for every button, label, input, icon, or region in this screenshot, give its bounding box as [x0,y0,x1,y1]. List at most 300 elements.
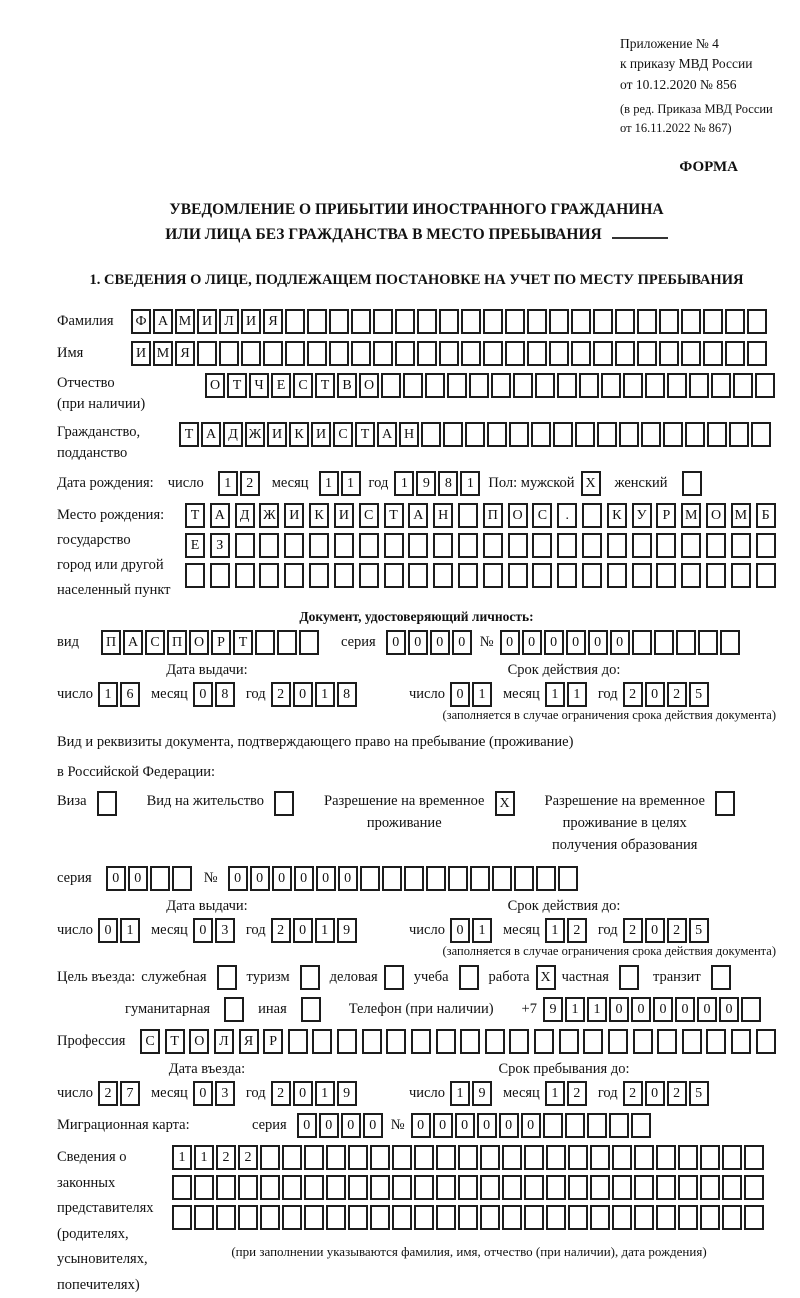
char-cell[interactable] [667,373,687,398]
char-cell[interactable] [587,1113,607,1138]
char-cell[interactable] [741,997,761,1022]
char-cell[interactable]: 5 [689,918,709,943]
temp-residence-checkbox[interactable]: X [495,791,515,816]
char-cell[interactable] [505,341,525,366]
char-cell[interactable]: 0 [408,630,428,655]
char-cell[interactable] [706,563,726,588]
char-cell[interactable]: Ж [245,422,265,447]
char-cell[interactable]: 9 [543,997,563,1022]
char-cell[interactable] [373,341,393,366]
char-cell[interactable]: 1 [472,682,492,707]
char-cell[interactable] [633,1029,653,1054]
char-cell[interactable]: 1 [120,918,140,943]
char-cell[interactable]: 0 [610,630,630,655]
char-cell[interactable] [756,1029,776,1054]
char-cell[interactable] [546,1145,566,1170]
char-cell[interactable]: 3 [215,1081,235,1106]
char-cell[interactable] [744,1175,764,1200]
char-cell[interactable] [373,309,393,334]
char-cell[interactable] [582,533,602,558]
char-cell[interactable]: 0 [450,682,470,707]
char-cell[interactable]: Я [239,1029,259,1054]
char-cell[interactable]: И [311,422,331,447]
char-cell[interactable] [634,1205,654,1230]
char-cell[interactable]: П [483,503,503,528]
char-cell[interactable] [733,373,753,398]
char-cell[interactable]: 0 [645,682,665,707]
char-cell[interactable] [284,563,304,588]
char-cell[interactable] [458,1145,478,1170]
char-cell[interactable] [607,533,627,558]
char-cell[interactable] [408,563,428,588]
char-cell[interactable]: 7 [120,1081,140,1106]
char-cell[interactable] [197,341,217,366]
char-cell[interactable] [404,866,424,891]
char-cell[interactable] [263,341,283,366]
char-cell[interactable]: 0 [566,630,586,655]
char-cell[interactable] [395,341,415,366]
char-cell[interactable] [458,1175,478,1200]
char-cell[interactable]: 0 [297,1113,317,1138]
char-cell[interactable] [509,422,529,447]
char-cell[interactable]: М [681,503,701,528]
char-cell[interactable] [557,373,577,398]
char-cell[interactable] [172,866,192,891]
char-cell[interactable] [392,1145,412,1170]
char-cell[interactable] [637,309,657,334]
visa-checkbox[interactable] [97,791,117,816]
char-cell[interactable] [685,422,705,447]
char-cell[interactable] [703,341,723,366]
purpose-humanitarian-checkbox[interactable] [224,997,244,1022]
char-cell[interactable]: К [607,503,627,528]
char-cell[interactable] [524,1175,544,1200]
char-cell[interactable] [447,373,467,398]
char-cell[interactable]: 0 [98,918,118,943]
char-cell[interactable] [436,1205,456,1230]
char-cell[interactable] [579,373,599,398]
char-cell[interactable] [729,422,749,447]
char-cell[interactable] [307,341,327,366]
char-cell[interactable] [654,630,674,655]
char-cell[interactable]: 1 [545,918,565,943]
char-cell[interactable] [241,341,261,366]
char-cell[interactable] [235,563,255,588]
char-cell[interactable] [571,309,591,334]
char-cell[interactable] [403,373,423,398]
char-cell[interactable]: И [284,503,304,528]
char-cell[interactable]: 0 [588,630,608,655]
char-cell[interactable]: 9 [337,1081,357,1106]
char-cell[interactable]: 0 [452,630,472,655]
char-cell[interactable] [531,422,551,447]
char-cell[interactable]: 1 [450,1081,470,1106]
char-cell[interactable] [659,309,679,334]
char-cell[interactable] [565,1113,585,1138]
char-cell[interactable] [465,422,485,447]
char-cell[interactable]: 0 [645,1081,665,1106]
char-cell[interactable] [216,1205,236,1230]
female-checkbox[interactable] [682,471,702,496]
char-cell[interactable] [590,1175,610,1200]
char-cell[interactable] [513,373,533,398]
char-cell[interactable]: 0 [697,997,717,1022]
char-cell[interactable] [284,533,304,558]
char-cell[interactable]: 0 [193,918,213,943]
char-cell[interactable]: Д [235,503,255,528]
char-cell[interactable] [549,309,569,334]
char-cell[interactable]: Т [227,373,247,398]
char-cell[interactable] [483,563,503,588]
char-cell[interactable] [309,533,329,558]
char-cell[interactable] [304,1205,324,1230]
char-cell[interactable] [334,563,354,588]
char-cell[interactable] [348,1145,368,1170]
char-cell[interactable]: Т [179,422,199,447]
char-cell[interactable] [329,309,349,334]
char-cell[interactable] [615,341,635,366]
char-cell[interactable] [436,1175,456,1200]
char-cell[interactable]: 8 [215,682,235,707]
char-cell[interactable]: О [205,373,225,398]
char-cell[interactable]: К [289,422,309,447]
char-cell[interactable]: 0 [675,997,695,1022]
char-cell[interactable]: 0 [341,1113,361,1138]
char-cell[interactable] [150,866,170,891]
char-cell[interactable] [593,309,613,334]
char-cell[interactable] [751,422,771,447]
char-cell[interactable] [351,341,371,366]
char-cell[interactable] [508,533,528,558]
char-cell[interactable] [634,1145,654,1170]
char-cell[interactable] [362,1029,382,1054]
char-cell[interactable]: З [210,533,230,558]
char-cell[interactable] [527,309,547,334]
char-cell[interactable]: С [333,422,353,447]
char-cell[interactable]: 0 [430,630,450,655]
char-cell[interactable] [747,341,767,366]
char-cell[interactable]: Ф [131,309,151,334]
purpose-transit-checkbox[interactable] [711,965,731,990]
char-cell[interactable] [326,1175,346,1200]
char-cell[interactable]: 1 [545,1081,565,1106]
char-cell[interactable]: Н [399,422,419,447]
char-cell[interactable]: 2 [623,918,643,943]
char-cell[interactable] [334,533,354,558]
char-cell[interactable]: 0 [128,866,148,891]
char-cell[interactable] [744,1145,764,1170]
char-cell[interactable] [458,1205,478,1230]
char-cell[interactable]: М [731,503,751,528]
char-cell[interactable]: Р [211,630,231,655]
char-cell[interactable] [238,1205,258,1230]
char-cell[interactable]: Р [263,1029,283,1054]
char-cell[interactable] [703,309,723,334]
char-cell[interactable] [172,1205,192,1230]
char-cell[interactable]: 1 [545,682,565,707]
char-cell[interactable] [557,563,577,588]
char-cell[interactable] [436,1029,456,1054]
char-cell[interactable] [460,1029,480,1054]
char-cell[interactable]: 2 [667,918,687,943]
char-cell[interactable] [681,309,701,334]
char-cell[interactable]: П [167,630,187,655]
char-cell[interactable]: А [210,503,230,528]
purpose-tourism-checkbox[interactable] [300,965,320,990]
char-cell[interactable] [370,1205,390,1230]
char-cell[interactable] [549,341,569,366]
char-cell[interactable] [641,422,661,447]
char-cell[interactable] [731,1029,751,1054]
char-cell[interactable] [414,1205,434,1230]
char-cell[interactable] [632,563,652,588]
char-cell[interactable] [469,373,489,398]
char-cell[interactable] [282,1205,302,1230]
char-cell[interactable] [571,341,591,366]
char-cell[interactable] [433,533,453,558]
char-cell[interactable]: 0 [386,630,406,655]
char-cell[interactable] [360,866,380,891]
char-cell[interactable]: 0 [433,1113,453,1138]
char-cell[interactable] [425,373,445,398]
char-cell[interactable] [725,341,745,366]
char-cell[interactable] [508,563,528,588]
char-cell[interactable]: 8 [337,682,357,707]
char-cell[interactable] [568,1175,588,1200]
char-cell[interactable] [408,533,428,558]
char-cell[interactable]: 1 [472,918,492,943]
char-cell[interactable]: В [337,373,357,398]
char-cell[interactable]: 2 [667,1081,687,1106]
char-cell[interactable]: 2 [240,471,260,496]
char-cell[interactable]: 0 [645,918,665,943]
char-cell[interactable] [309,563,329,588]
char-cell[interactable] [509,1029,529,1054]
char-cell[interactable]: Н [433,503,453,528]
char-cell[interactable]: 2 [238,1145,258,1170]
char-cell[interactable] [657,1029,677,1054]
char-cell[interactable] [720,630,740,655]
char-cell[interactable] [439,341,459,366]
char-cell[interactable]: 0 [499,1113,519,1138]
char-cell[interactable]: 0 [228,866,248,891]
char-cell[interactable] [698,630,718,655]
char-cell[interactable]: О [189,1029,209,1054]
char-cell[interactable] [458,533,478,558]
char-cell[interactable]: 0 [338,866,358,891]
char-cell[interactable] [304,1175,324,1200]
char-cell[interactable] [502,1145,522,1170]
char-cell[interactable] [612,1205,632,1230]
char-cell[interactable] [527,341,547,366]
char-cell[interactable] [439,309,459,334]
char-cell[interactable] [645,373,665,398]
char-cell[interactable] [543,1113,563,1138]
char-cell[interactable] [700,1145,720,1170]
char-cell[interactable] [532,533,552,558]
char-cell[interactable] [612,1145,632,1170]
char-cell[interactable]: 1 [341,471,361,496]
char-cell[interactable] [483,341,503,366]
char-cell[interactable] [731,563,751,588]
char-cell[interactable] [534,1029,554,1054]
char-cell[interactable] [700,1175,720,1200]
char-cell[interactable]: 1 [567,682,587,707]
char-cell[interactable] [384,563,404,588]
char-cell[interactable]: 0 [653,997,673,1022]
char-cell[interactable] [299,630,319,655]
char-cell[interactable]: 0 [455,1113,475,1138]
char-cell[interactable]: С [532,503,552,528]
char-cell[interactable] [609,1113,629,1138]
char-cell[interactable] [557,533,577,558]
char-cell[interactable] [312,1029,332,1054]
char-cell[interactable] [676,630,696,655]
char-cell[interactable] [436,1145,456,1170]
char-cell[interactable]: 1 [460,471,480,496]
char-cell[interactable]: Я [175,341,195,366]
char-cell[interactable] [532,563,552,588]
char-cell[interactable]: И [131,341,151,366]
char-cell[interactable] [235,533,255,558]
char-cell[interactable]: Л [219,309,239,334]
char-cell[interactable] [348,1205,368,1230]
char-cell[interactable]: О [189,630,209,655]
char-cell[interactable]: А [123,630,143,655]
char-cell[interactable]: 3 [215,918,235,943]
char-cell[interactable] [414,1175,434,1200]
char-cell[interactable] [725,309,745,334]
char-cell[interactable] [458,503,478,528]
char-cell[interactable] [593,341,613,366]
char-cell[interactable]: А [408,503,428,528]
char-cell[interactable]: 2 [98,1081,118,1106]
char-cell[interactable] [689,373,709,398]
char-cell[interactable]: А [201,422,221,447]
char-cell[interactable] [491,373,511,398]
char-cell[interactable] [608,1029,628,1054]
char-cell[interactable]: О [359,373,379,398]
char-cell[interactable] [288,1029,308,1054]
char-cell[interactable]: М [153,341,173,366]
char-cell[interactable] [337,1029,357,1054]
char-cell[interactable] [277,630,297,655]
purpose-official-checkbox[interactable] [217,965,237,990]
char-cell[interactable]: 6 [120,682,140,707]
char-cell[interactable]: 0 [522,630,542,655]
char-cell[interactable]: 2 [623,682,643,707]
char-cell[interactable] [304,1145,324,1170]
char-cell[interactable]: 2 [567,918,587,943]
char-cell[interactable] [351,309,371,334]
char-cell[interactable] [421,422,441,447]
char-cell[interactable] [681,341,701,366]
char-cell[interactable] [656,563,676,588]
char-cell[interactable] [260,1145,280,1170]
char-cell[interactable] [392,1205,412,1230]
char-cell[interactable] [681,563,701,588]
char-cell[interactable] [485,1029,505,1054]
char-cell[interactable] [285,309,305,334]
purpose-business-checkbox[interactable] [384,965,404,990]
char-cell[interactable] [631,1113,651,1138]
char-cell[interactable] [282,1145,302,1170]
char-cell[interactable]: 2 [567,1081,587,1106]
char-cell[interactable]: 0 [293,918,313,943]
char-cell[interactable]: 1 [218,471,238,496]
char-cell[interactable]: 0 [316,866,336,891]
char-cell[interactable] [659,341,679,366]
char-cell[interactable]: Т [165,1029,185,1054]
residence-permit-checkbox[interactable] [274,791,294,816]
char-cell[interactable] [370,1175,390,1200]
char-cell[interactable] [553,422,573,447]
char-cell[interactable]: 2 [271,918,291,943]
char-cell[interactable] [637,341,657,366]
char-cell[interactable]: С [293,373,313,398]
temp-residence-education-checkbox[interactable] [715,791,735,816]
char-cell[interactable] [417,341,437,366]
char-cell[interactable]: 1 [587,997,607,1022]
char-cell[interactable] [259,563,279,588]
char-cell[interactable]: . [557,503,577,528]
char-cell[interactable] [707,422,727,447]
char-cell[interactable]: Т [384,503,404,528]
char-cell[interactable] [656,1145,676,1170]
char-cell[interactable] [634,1175,654,1200]
char-cell[interactable]: 0 [272,866,292,891]
char-cell[interactable] [381,373,401,398]
char-cell[interactable] [505,309,525,334]
char-cell[interactable] [597,422,617,447]
char-cell[interactable]: С [145,630,165,655]
char-cell[interactable] [307,309,327,334]
char-cell[interactable] [216,1175,236,1200]
char-cell[interactable]: 2 [667,682,687,707]
char-cell[interactable] [623,373,643,398]
char-cell[interactable] [656,1205,676,1230]
char-cell[interactable] [260,1205,280,1230]
char-cell[interactable] [681,533,701,558]
char-cell[interactable] [185,563,205,588]
purpose-other-checkbox[interactable] [301,997,321,1022]
char-cell[interactable]: 9 [337,918,357,943]
char-cell[interactable] [359,563,379,588]
char-cell[interactable] [480,1205,500,1230]
char-cell[interactable] [492,866,512,891]
char-cell[interactable]: 0 [193,682,213,707]
char-cell[interactable] [172,1175,192,1200]
char-cell[interactable] [583,1029,603,1054]
char-cell[interactable] [568,1145,588,1170]
char-cell[interactable] [433,563,453,588]
char-cell[interactable]: А [377,422,397,447]
char-cell[interactable] [392,1175,412,1200]
char-cell[interactable] [238,1175,258,1200]
char-cell[interactable]: Т [355,422,375,447]
char-cell[interactable]: 2 [216,1145,236,1170]
char-cell[interactable]: 9 [472,1081,492,1106]
char-cell[interactable] [411,1029,431,1054]
char-cell[interactable]: 2 [271,1081,291,1106]
char-cell[interactable]: М [175,309,195,334]
char-cell[interactable] [722,1145,742,1170]
char-cell[interactable] [483,309,503,334]
char-cell[interactable] [502,1175,522,1200]
char-cell[interactable]: 0 [293,1081,313,1106]
char-cell[interactable] [590,1205,610,1230]
char-cell[interactable]: Я [263,309,283,334]
